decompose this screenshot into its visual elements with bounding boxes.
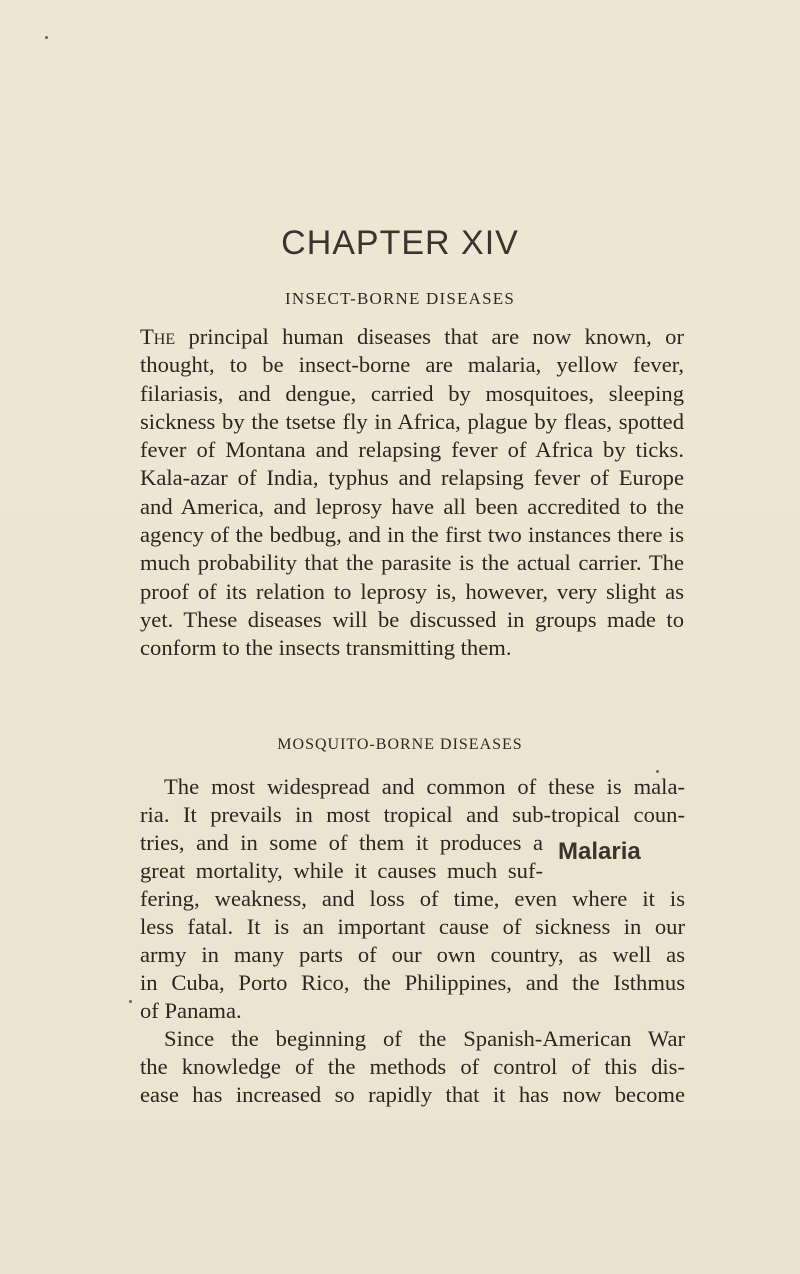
margin-note-malaria: Malaria bbox=[558, 838, 641, 865]
body-line: Since the beginning of the Spanish-American War bbox=[164, 1026, 685, 1051]
section-heading: MOSQUITO-BORNE DISEASES bbox=[277, 736, 523, 753]
intro-paragraph bbox=[140, 323, 684, 663]
body-line: army in many parts of our own country, as well as bbox=[140, 942, 685, 967]
body-line: ria. It prevails in most tropical and sub-tropical coun- bbox=[140, 802, 685, 827]
body-line: tries, and in some of them it produces a bbox=[140, 830, 543, 855]
body-line: the knowledge of the methods of control of this dis- bbox=[140, 1054, 685, 1079]
paper-speck bbox=[45, 36, 48, 39]
chapter-title: CHAPTER XIV bbox=[281, 224, 519, 262]
body-line: The most widespread and common of these is mala- bbox=[164, 774, 685, 799]
body-line: great mortality, while it causes much suf- bbox=[140, 858, 543, 883]
body-line: ease has increased so rapidly that it has now become bbox=[140, 1082, 685, 1107]
body-line: of Panama. bbox=[140, 998, 242, 1023]
intro-lead-word: The bbox=[140, 324, 176, 349]
paper-speck bbox=[129, 1000, 132, 1003]
chapter-subtitle: INSECT-BORNE DISEASES bbox=[284, 289, 515, 308]
body-line: fering, weakness, and loss of time, even where it is bbox=[140, 886, 685, 911]
intro-text: principal human diseases that are now known, or thought, to be insect-borne are malaria, yellow fever, filariasis, and dengue, carried by mosquitoes, sleeping sickness by the tsetse fly in Africa, plague by fleas, spotted fever of Montana and relapsing fever of Africa by ticks. Kala-azar of India, typhus and relapsing fever of Europe and America, and leprosy have all been accredited to the agency of the bedbug, and in the first two instances there is much probability that the parasite is the actual carrier. The proof of its relation to leprosy is, however, very slight as yet. These diseases will be discussed in groups made to conform to the insects transmitting them. bbox=[140, 324, 684, 661]
body-line: less fatal. It is an important cause of sickness in our bbox=[140, 914, 685, 939]
body-line: in Cuba, Porto Rico, the Philippines, and the Isthmus bbox=[140, 970, 685, 995]
